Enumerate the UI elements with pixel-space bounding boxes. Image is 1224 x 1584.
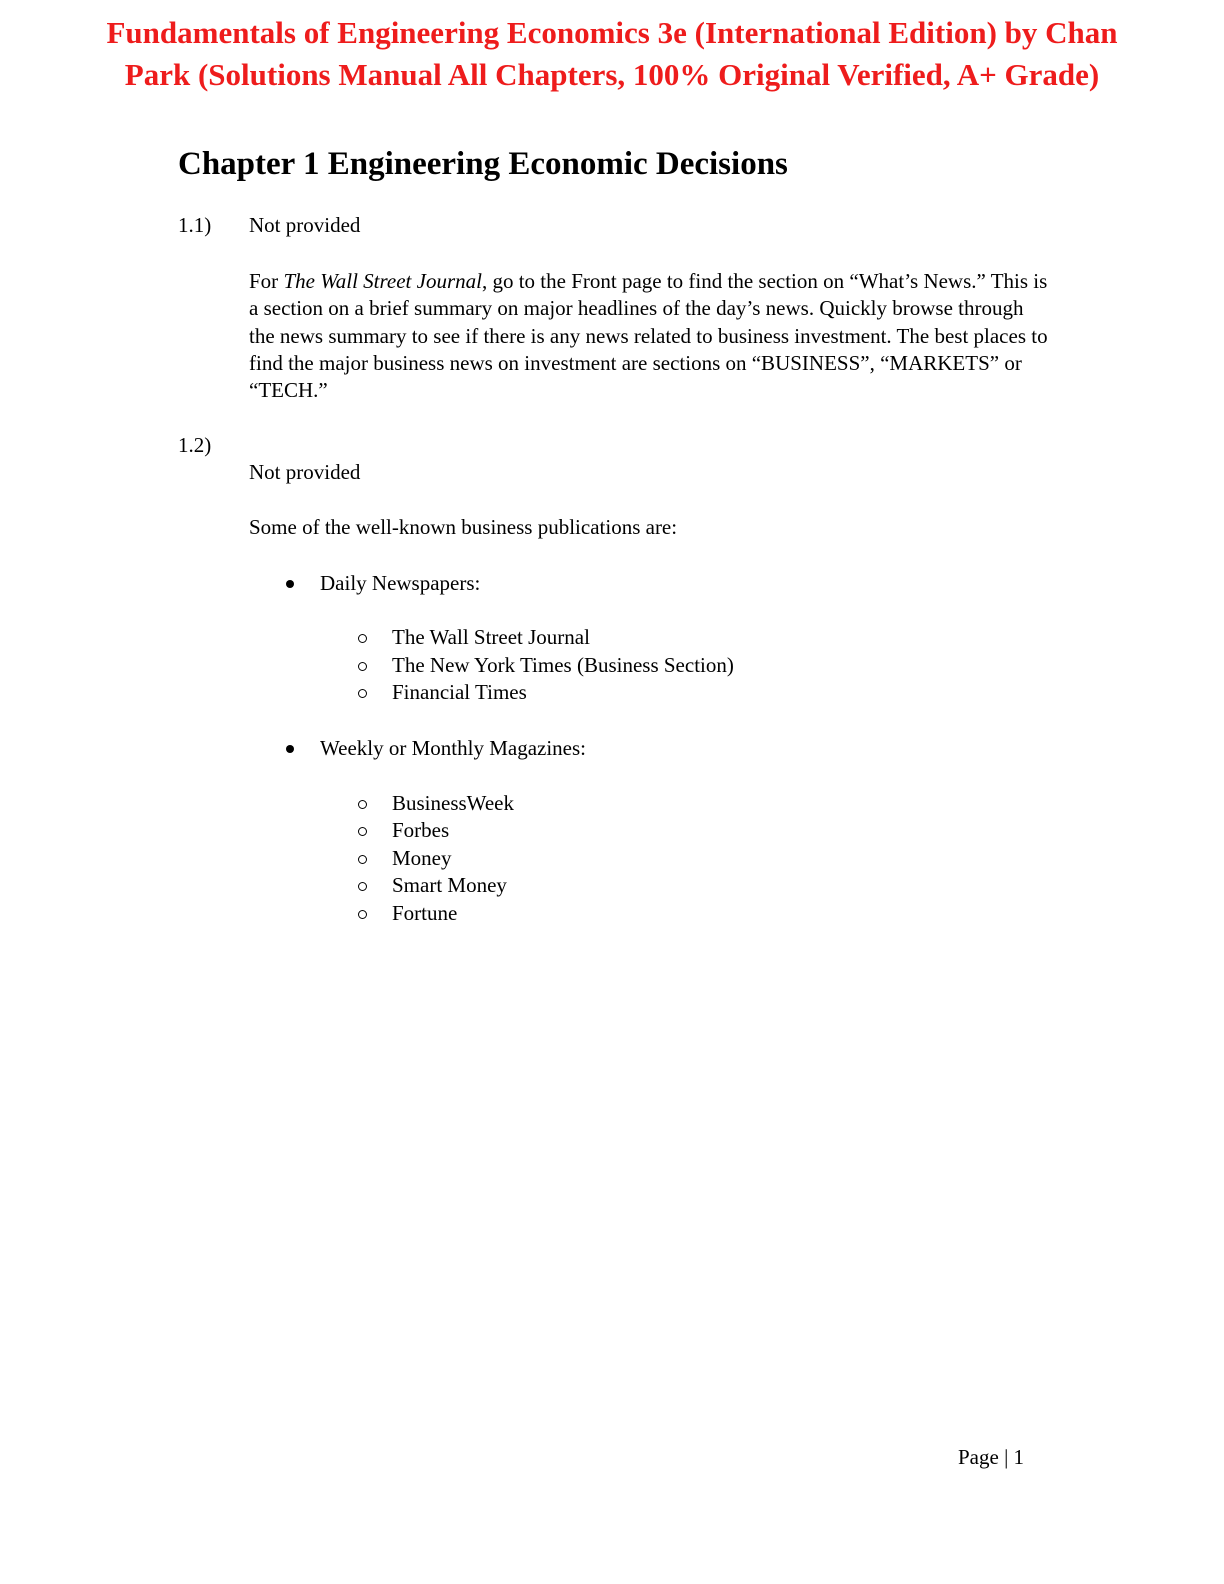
- publications-intro: Some of the well-known business publications are:: [249, 515, 678, 539]
- problem-number: 1.2): [178, 433, 212, 457]
- list-item: Fortune: [392, 901, 458, 925]
- publication-title-italic: The Wall Street Journal: [283, 269, 482, 293]
- banner-line-1: Fundamentals of Engineering Economics 3e (International Edition) by Chan: [106, 15, 1118, 50]
- hollow-circle-icon: [358, 662, 367, 671]
- problem-status: Not provided: [249, 460, 361, 484]
- page-number: Page | 1: [958, 1445, 1025, 1469]
- hollow-circle-icon: [358, 689, 367, 698]
- list-group-label: Daily Newspapers:: [320, 571, 481, 595]
- problem-answer-paragraph: [249, 268, 1049, 404]
- chapter-title: Chapter 1 Engineering Economic Decisions: [178, 146, 788, 182]
- list-item: The Wall Street Journal: [392, 625, 590, 649]
- banner-line-2: Park (Solutions Manual All Chapters, 100% Original Verified, A+ Grade): [124, 57, 1100, 92]
- hollow-circle-icon: [358, 882, 367, 891]
- list-group-label: Weekly or Monthly Magazines:: [320, 736, 586, 760]
- hollow-circle-icon: [358, 910, 367, 919]
- list-item: Financial Times: [392, 680, 527, 704]
- list-item: Money: [392, 846, 452, 870]
- list-item: BusinessWeek: [392, 791, 514, 815]
- answer-text-rest: , go to the Front page to find the section on “What’s News.” This is a section on a brief summary on major headlines of the day’s news. Quickly browse through the news summary to see if there is any news related to business investment. The best places to find the major business news on investment are sections on “BUSINESS”, “MARKETS” or “TECH.”: [249, 269, 1048, 403]
- document-banner: [0, 12, 1224, 96]
- problem-number: 1.1): [178, 213, 212, 237]
- list-item: Smart Money: [392, 873, 507, 897]
- hollow-circle-icon: [358, 634, 367, 643]
- bullet-dot-icon: [286, 745, 294, 753]
- list-item: Forbes: [392, 818, 450, 842]
- list-item: The New York Times (Business Section): [392, 653, 734, 677]
- bullet-dot-icon: [286, 580, 294, 588]
- hollow-circle-icon: [358, 827, 367, 836]
- hollow-circle-icon: [358, 800, 367, 809]
- answer-text-start: For: [249, 269, 284, 293]
- problem-status: Not provided: [249, 213, 361, 237]
- hollow-circle-icon: [358, 855, 367, 864]
